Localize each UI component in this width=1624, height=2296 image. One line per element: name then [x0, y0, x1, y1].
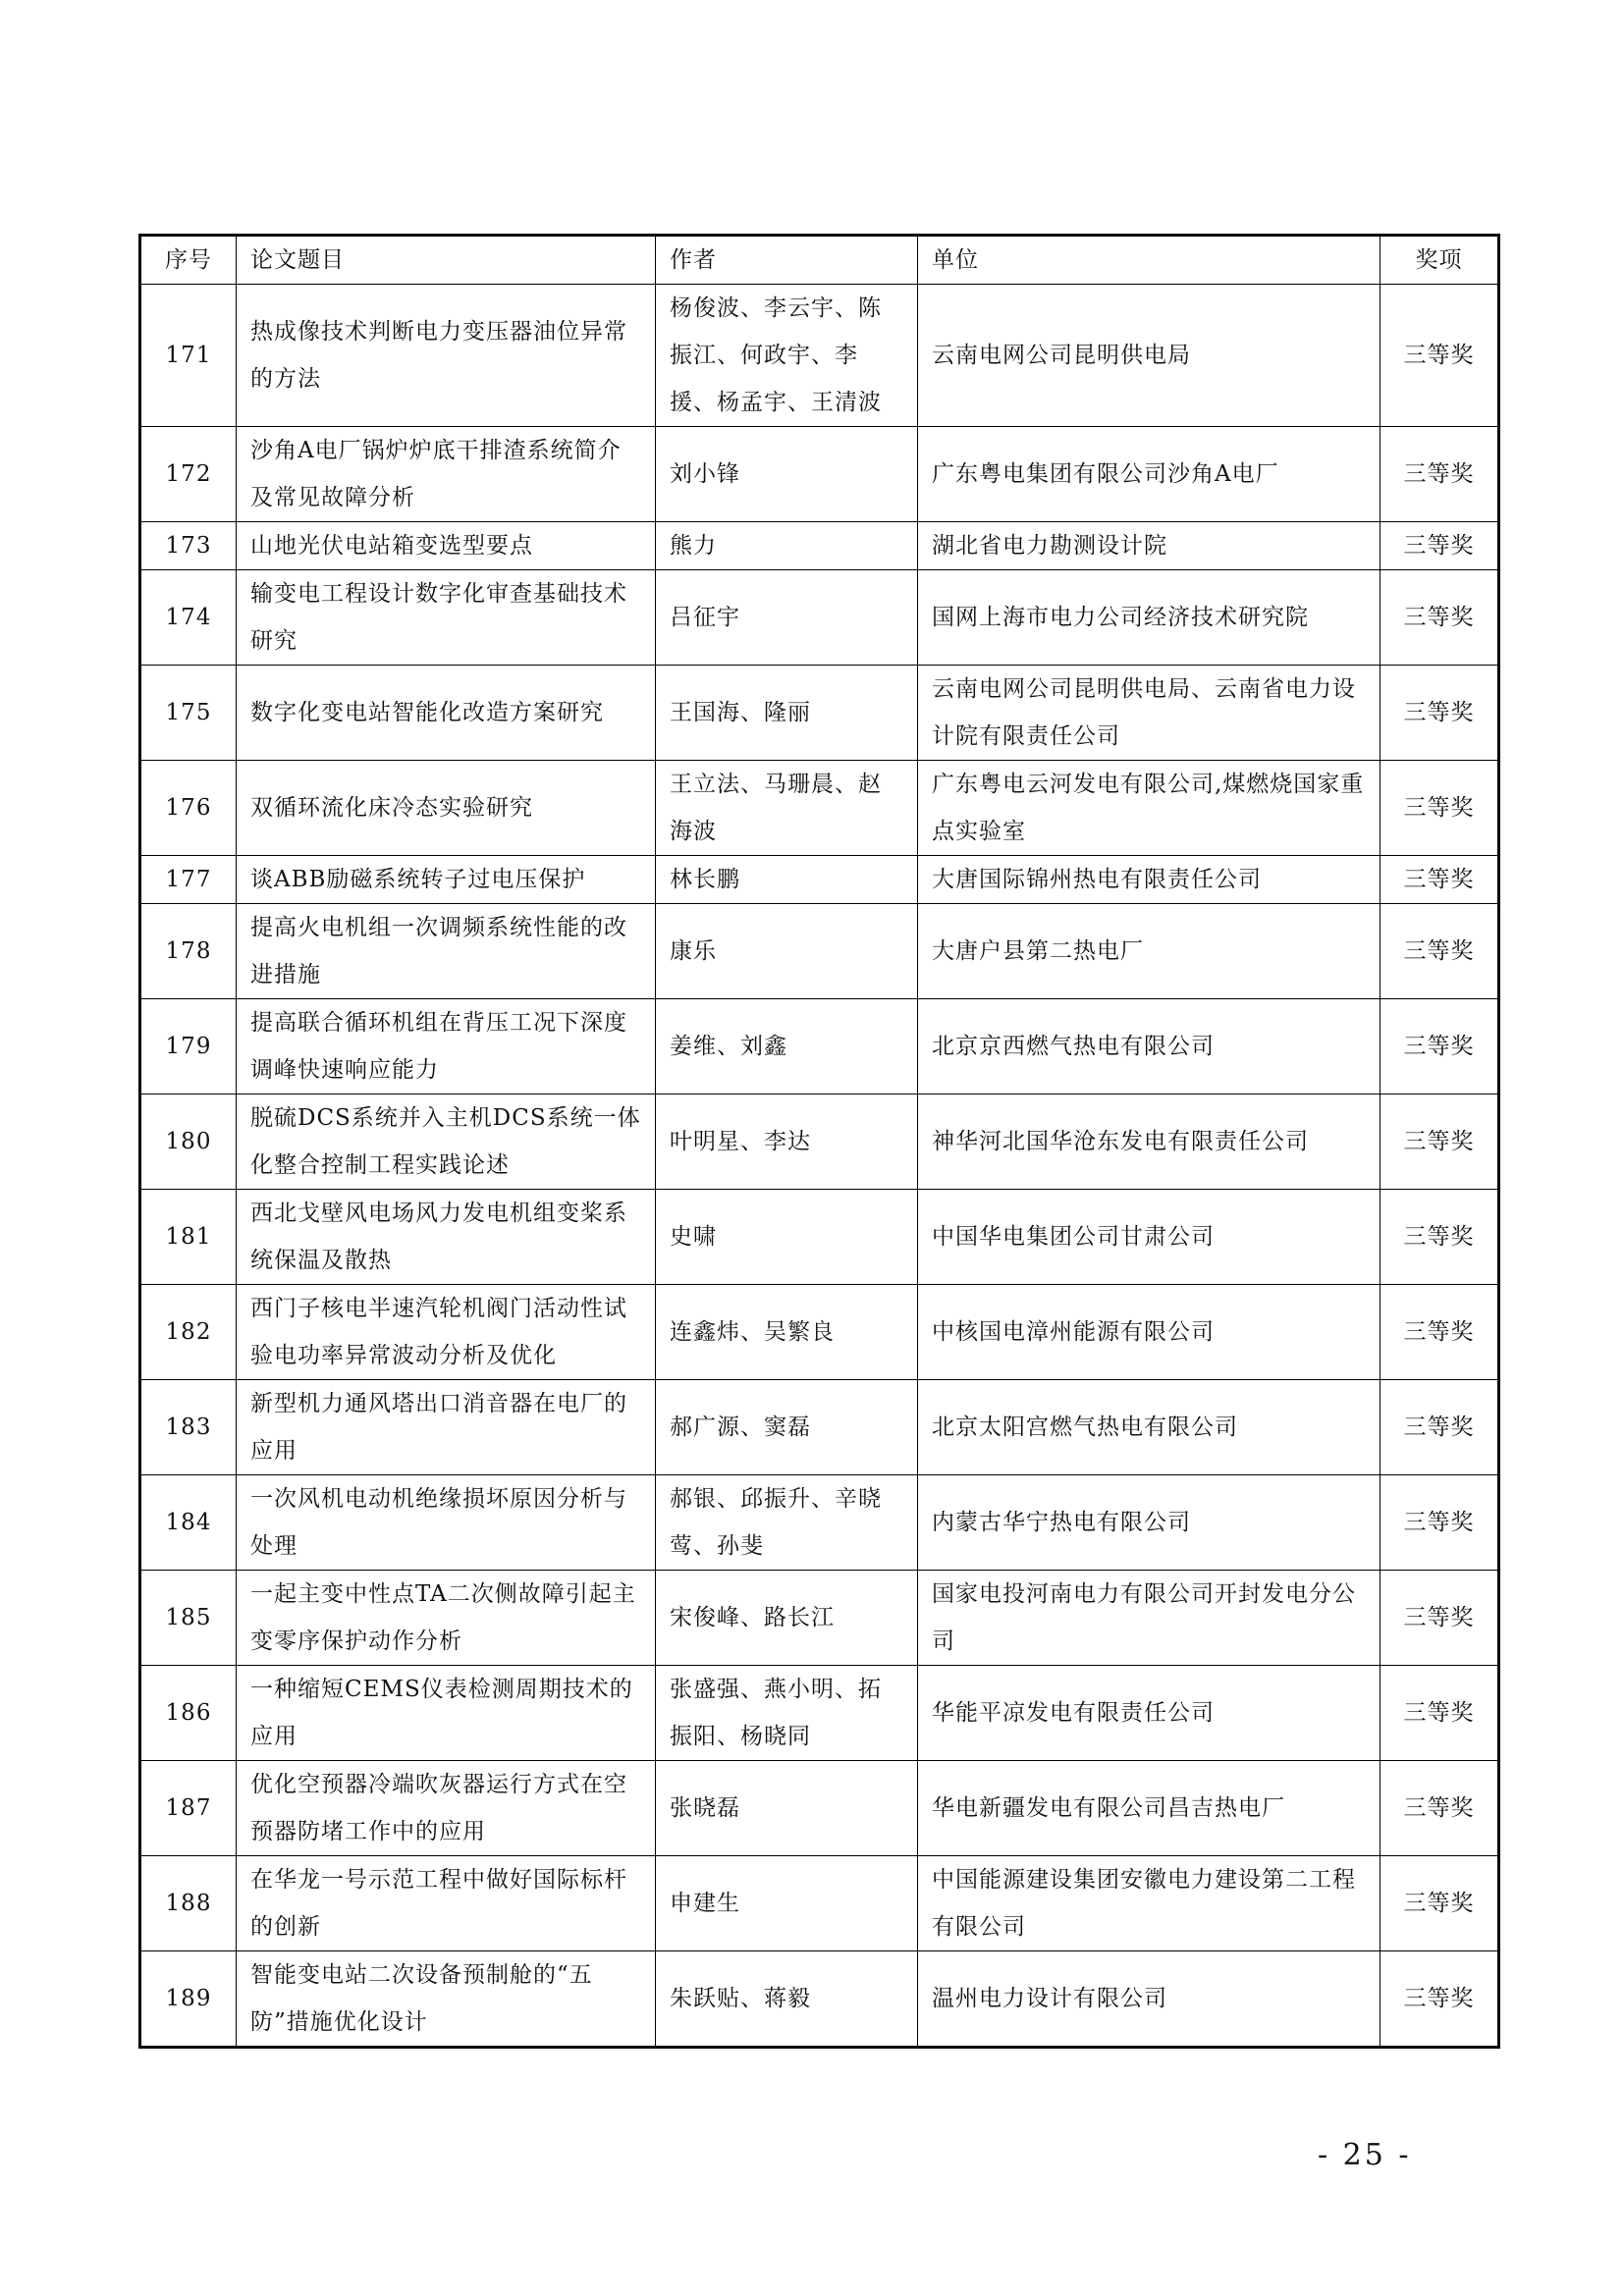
row-unit: 中国华电集团公司甘肃公司	[918, 1190, 1380, 1285]
row-no: 187	[140, 1761, 237, 1856]
row-no: 183	[140, 1380, 237, 1475]
row-no: 184	[140, 1475, 237, 1571]
row-author: 张盛强、燕小明、拓振阳、杨晓同	[656, 1666, 918, 1761]
row-unit: 大唐户县第二热电厂	[918, 904, 1380, 999]
row-unit: 华能平凉发电有限责任公司	[918, 1666, 1380, 1761]
table-row	[140, 1475, 1499, 1571]
row-title: 西门子核电半速汽轮机阀门活动性试验电功率异常波动分析及优化	[237, 1285, 656, 1380]
row-author: 史啸	[656, 1190, 918, 1285]
row-author: 吕征宇	[656, 570, 918, 666]
table-row	[140, 761, 1499, 856]
row-author: 熊力	[656, 522, 918, 570]
row-title: 一次风机电动机绝缘损坏原因分析与处理	[237, 1475, 656, 1571]
row-author: 林长鹏	[656, 856, 918, 904]
row-award: 三等奖	[1380, 999, 1499, 1095]
row-author: 刘小锋	[656, 427, 918, 522]
row-no: 180	[140, 1095, 237, 1190]
table-row	[140, 570, 1499, 666]
row-award: 三等奖	[1380, 1856, 1499, 1951]
table-row	[140, 666, 1499, 761]
row-no: 185	[140, 1571, 237, 1666]
row-no: 178	[140, 904, 237, 999]
table-row	[140, 427, 1499, 522]
row-award: 三等奖	[1380, 1761, 1499, 1856]
row-author: 姜维、刘鑫	[656, 999, 918, 1095]
row-unit: 湖北省电力勘测设计院	[918, 522, 1380, 570]
row-unit: 北京京西燃气热电有限公司	[918, 999, 1380, 1095]
row-author: 申建生	[656, 1856, 918, 1951]
row-title: 在华龙一号示范工程中做好国际标杆的创新	[237, 1856, 656, 1951]
row-no: 189	[140, 1951, 237, 2048]
header-author: 作者	[656, 236, 918, 285]
row-award: 三等奖	[1380, 856, 1499, 904]
row-title: 提高火电机组一次调频系统性能的改进措施	[237, 904, 656, 999]
row-title: 智能变电站二次设备预制舱的“五防”措施优化设计	[237, 1951, 656, 2048]
row-award: 三等奖	[1380, 904, 1499, 999]
row-no: 188	[140, 1856, 237, 1951]
row-no: 172	[140, 427, 237, 522]
row-no: 171	[140, 285, 237, 427]
table-row	[140, 1571, 1499, 1666]
row-award: 三等奖	[1380, 570, 1499, 666]
page-number: - 25 -	[1318, 2138, 1412, 2172]
row-author: 王立法、马珊晨、赵海波	[656, 761, 918, 856]
row-unit: 云南电网公司昆明供电局	[918, 285, 1380, 427]
row-unit: 华电新疆发电有限公司昌吉热电厂	[918, 1761, 1380, 1856]
row-title: 热成像技术判断电力变压器油位异常的方法	[237, 285, 656, 427]
row-no: 179	[140, 999, 237, 1095]
row-no: 186	[140, 1666, 237, 1761]
row-award: 三等奖	[1380, 285, 1499, 427]
row-title: 一起主变中性点TA二次侧故障引起主变零序保护动作分析	[237, 1571, 656, 1666]
row-no: 176	[140, 761, 237, 856]
row-award: 三等奖	[1380, 1571, 1499, 1666]
row-title: 提高联合循环机组在背压工况下深度调峰快速响应能力	[237, 999, 656, 1095]
header-title: 论文题目	[237, 236, 656, 285]
row-award: 三等奖	[1380, 1666, 1499, 1761]
row-unit: 国网上海市电力公司经济技术研究院	[918, 570, 1380, 666]
row-no: 175	[140, 666, 237, 761]
row-title: 优化空预器冷端吹灰器运行方式在空预器防堵工作中的应用	[237, 1761, 656, 1856]
row-award: 三等奖	[1380, 1095, 1499, 1190]
row-no: 173	[140, 522, 237, 570]
row-unit: 中国能源建设集团安徽电力建设第二工程有限公司	[918, 1856, 1380, 1951]
row-award: 三等奖	[1380, 1475, 1499, 1571]
row-title: 谈ABB励磁系统转子过电压保护	[237, 856, 656, 904]
row-award: 三等奖	[1380, 1951, 1499, 2048]
row-author: 宋俊峰、路长江	[656, 1571, 918, 1666]
row-title: 数字化变电站智能化改造方案研究	[237, 666, 656, 761]
header-no: 序号	[140, 236, 237, 285]
row-award: 三等奖	[1380, 1380, 1499, 1475]
row-unit: 中核国电漳州能源有限公司	[918, 1285, 1380, 1380]
table-row	[140, 1095, 1499, 1190]
row-no: 181	[140, 1190, 237, 1285]
row-award: 三等奖	[1380, 1285, 1499, 1380]
row-author: 叶明星、李达	[656, 1095, 918, 1190]
row-no: 177	[140, 856, 237, 904]
row-award: 三等奖	[1380, 522, 1499, 570]
table-row	[140, 1761, 1499, 1856]
table-row	[140, 522, 1499, 570]
row-award: 三等奖	[1380, 1190, 1499, 1285]
row-no: 182	[140, 1285, 237, 1380]
row-author: 康乐	[656, 904, 918, 999]
row-title: 山地光伏电站箱变选型要点	[237, 522, 656, 570]
row-unit: 北京太阳宫燃气热电有限公司	[918, 1380, 1380, 1475]
row-author: 张晓磊	[656, 1761, 918, 1856]
row-unit: 云南电网公司昆明供电局、云南省电力设计院有限责任公司	[918, 666, 1380, 761]
row-award: 三等奖	[1380, 427, 1499, 522]
row-author: 连鑫炜、吴繁良	[656, 1285, 918, 1380]
row-unit: 大唐国际锦州热电有限责任公司	[918, 856, 1380, 904]
table-row	[140, 1380, 1499, 1475]
table-row	[140, 856, 1499, 904]
row-unit: 国家电投河南电力有限公司开封发电分公司	[918, 1571, 1380, 1666]
row-title: 西北戈壁风电场风力发电机组变桨系统保温及散热	[237, 1190, 656, 1285]
header-award: 奖项	[1380, 236, 1499, 285]
row-author: 朱跃贴、蒋毅	[656, 1951, 918, 2048]
row-title: 输变电工程设计数字化审查基础技术研究	[237, 570, 656, 666]
row-title: 沙角A电厂锅炉炉底干排渣系统简介及常见故障分析	[237, 427, 656, 522]
table-row	[140, 999, 1499, 1095]
row-title: 一种缩短CEMS仪表检测周期技术的应用	[237, 1666, 656, 1761]
table-row	[140, 1190, 1499, 1285]
table-header-row	[140, 236, 1499, 285]
table-row	[140, 904, 1499, 999]
row-title: 新型机力通风塔出口消音器在电厂的应用	[237, 1380, 656, 1475]
table-row	[140, 1666, 1499, 1761]
row-unit: 神华河北国华沧东发电有限责任公司	[918, 1095, 1380, 1190]
row-author: 郝银、邱振升、辛晓莺、孙斐	[656, 1475, 918, 1571]
row-author: 王国海、隆丽	[656, 666, 918, 761]
row-author: 郝广源、窦磊	[656, 1380, 918, 1475]
row-unit: 内蒙古华宁热电有限公司	[918, 1475, 1380, 1571]
row-unit: 广东粤电集团有限公司沙角A电厂	[918, 427, 1380, 522]
table-row	[140, 285, 1499, 427]
row-unit: 广东粤电云河发电有限公司,煤燃烧国家重点实验室	[918, 761, 1380, 856]
table-row	[140, 1856, 1499, 1951]
row-author: 杨俊波、李云宇、陈振江、何政宇、李援、杨孟宇、王清波	[656, 285, 918, 427]
table-row	[140, 1285, 1499, 1380]
row-title: 双循环流化床冷态实验研究	[237, 761, 656, 856]
row-award: 三等奖	[1380, 761, 1499, 856]
award-table	[138, 234, 1500, 2049]
row-unit: 温州电力设计有限公司	[918, 1951, 1380, 2048]
table-row	[140, 1951, 1499, 2048]
row-award: 三等奖	[1380, 666, 1499, 761]
row-title: 脱硫DCS系统并入主机DCS系统一体化整合控制工程实践论述	[237, 1095, 656, 1190]
header-unit: 单位	[918, 236, 1380, 285]
row-no: 174	[140, 570, 237, 666]
